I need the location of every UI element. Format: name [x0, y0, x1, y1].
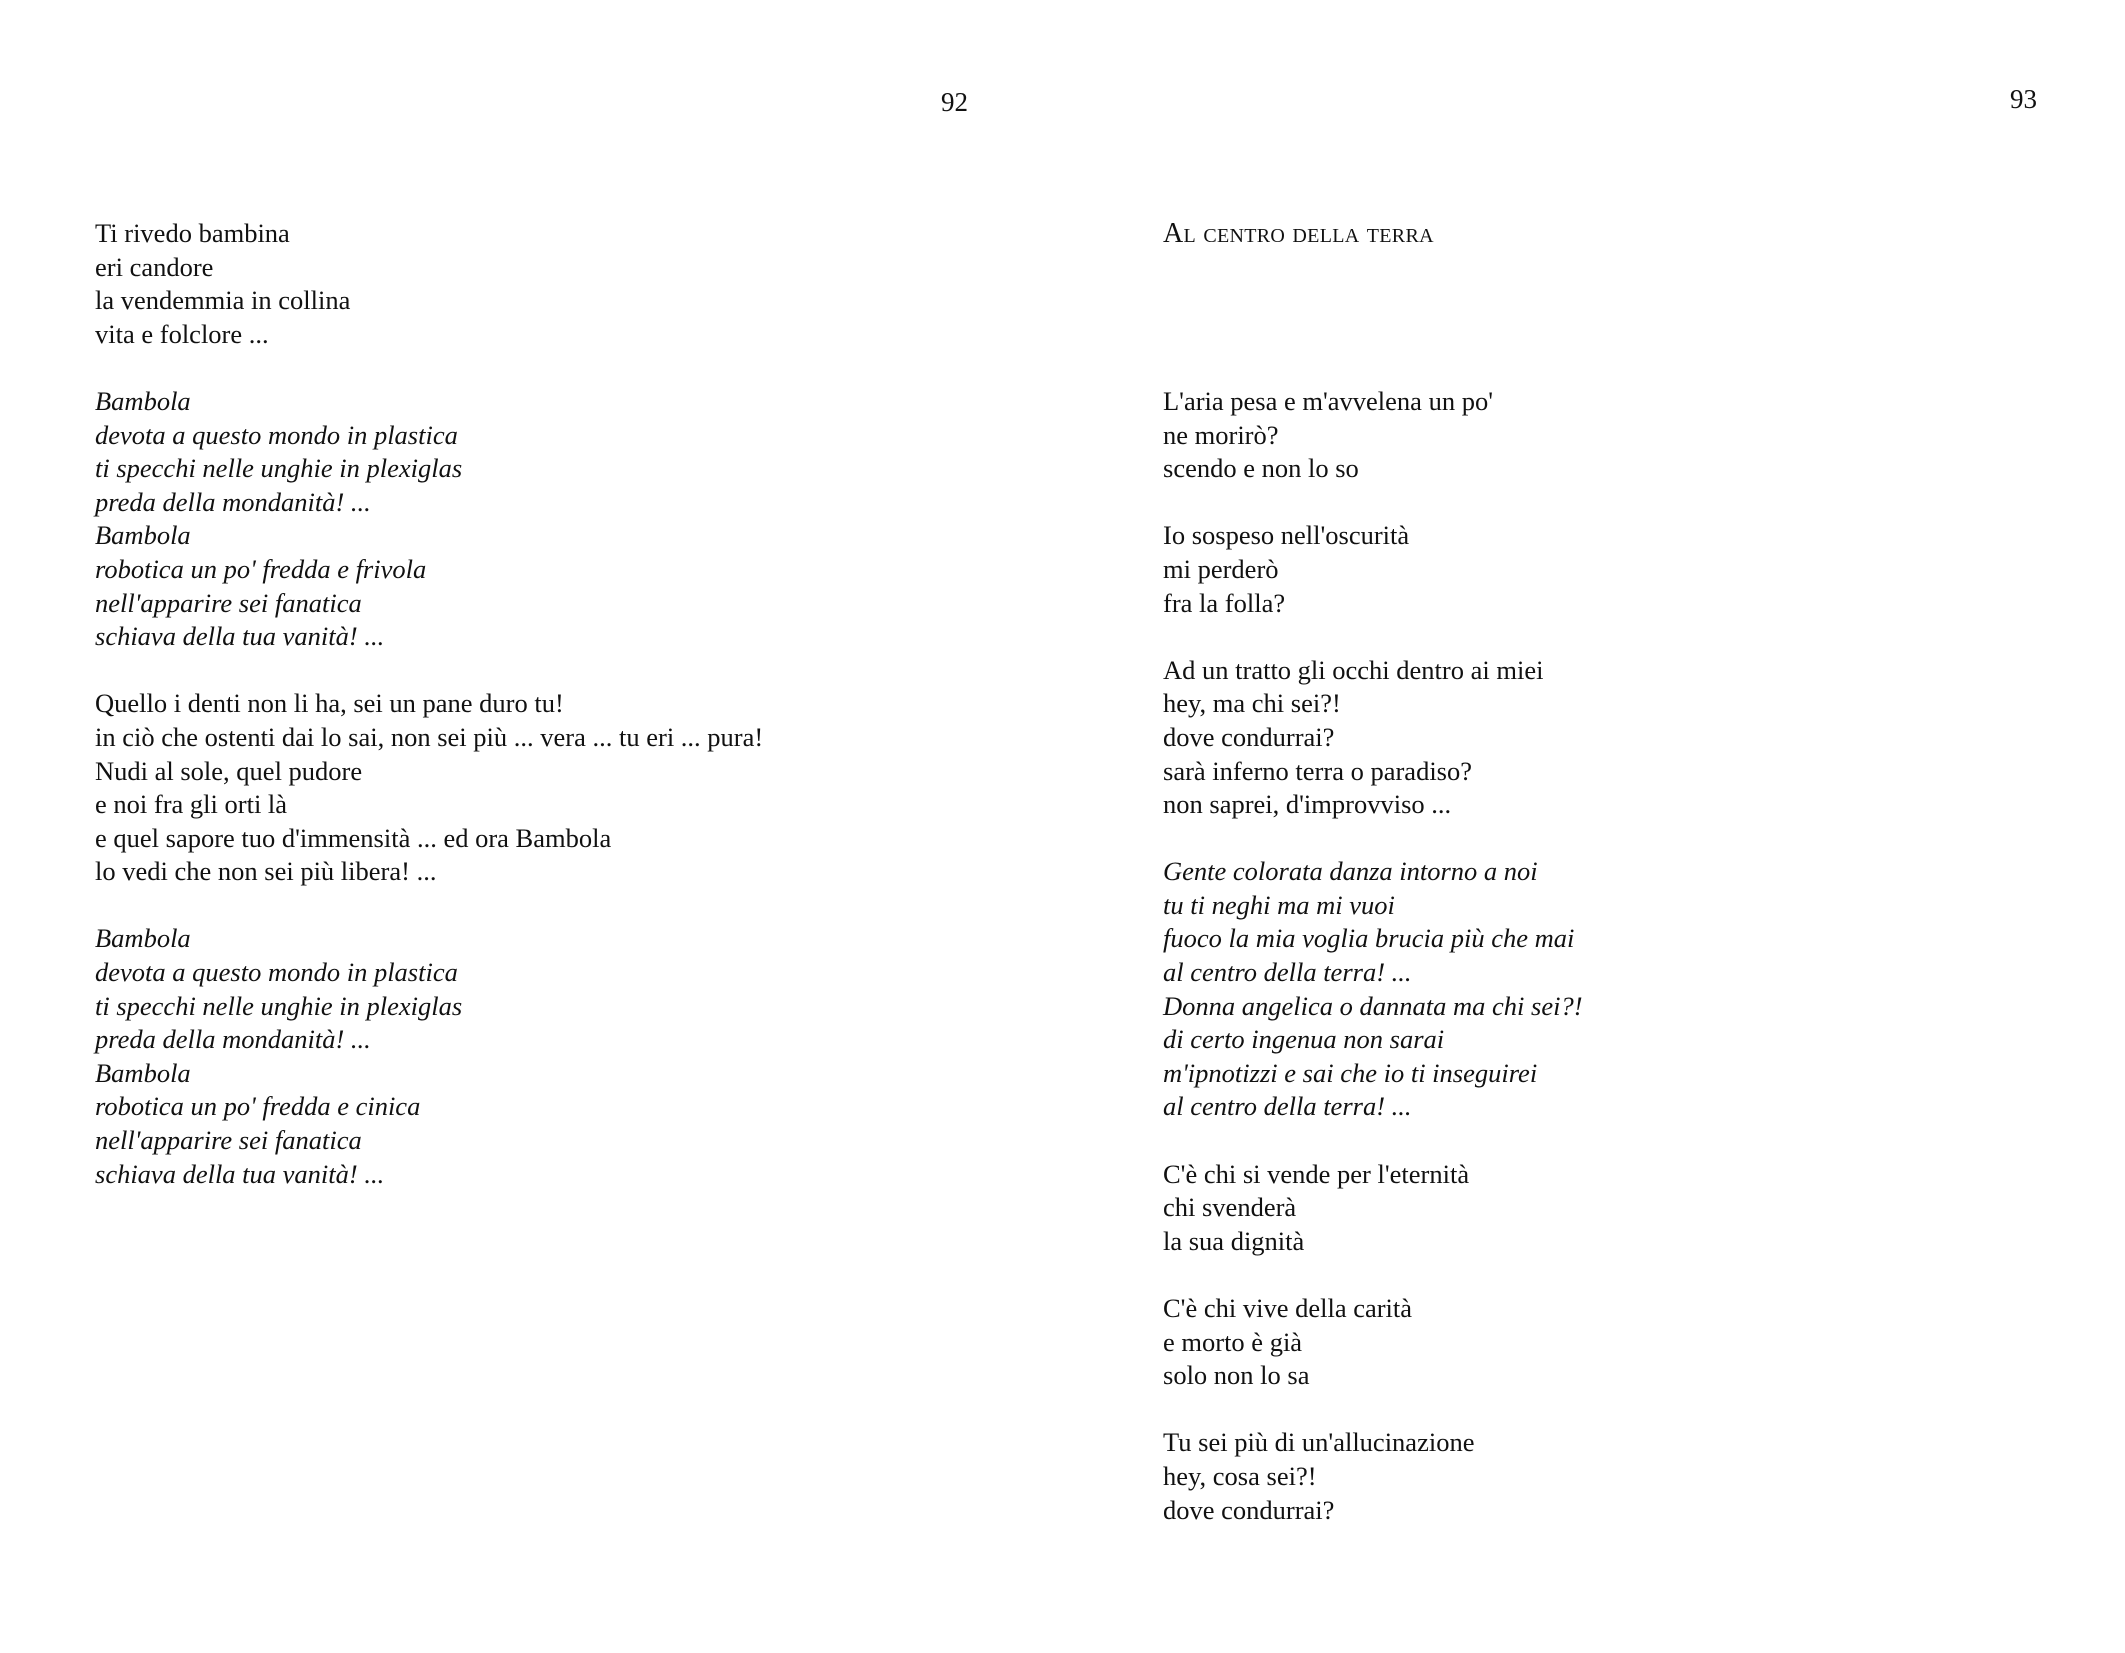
verse-line: vita e folclore ... — [95, 318, 269, 349]
verse-line: chi svenderà — [1163, 1192, 1297, 1223]
verse-line: mi perderò — [1163, 553, 1279, 584]
verse-line: fra la folla? — [1163, 587, 1286, 618]
stanza — [1163, 385, 1583, 486]
verse-line: Nudi al sole, quel pudore — [95, 755, 363, 786]
verse-line: tu ti neghi ma mi vuoi — [1163, 889, 1395, 920]
verse-line: ti specchi nelle unghie in plexiglas — [95, 453, 463, 484]
stanza — [95, 385, 763, 654]
verse-line: nell'apparire sei fanatica — [95, 1125, 362, 1156]
verse-line: robotica un po' fredda e cinica — [95, 1091, 421, 1122]
verse-line: m'ipnotizzi e sai che io ti inseguirei — [1163, 1057, 1538, 1088]
verse-line: hey, ma chi sei?! — [1163, 688, 1341, 719]
stanza — [95, 922, 763, 1191]
page-number: 93 — [2010, 84, 2037, 114]
verse-line: preda della mondanità! ... — [95, 1024, 371, 1055]
stanza — [95, 687, 763, 889]
verse-line: sarà inferno terra o paradiso? — [1163, 755, 1473, 786]
verse-line: preda della mondanità! ... — [95, 486, 371, 517]
verse-line: schiava della tua vanità! ... — [95, 621, 385, 652]
stanza — [1163, 519, 1583, 620]
verse-line: C'è chi si vende per l'eternità — [1163, 1158, 1470, 1189]
verse-line: Ad un tratto gli occhi dentro ai miei — [1163, 654, 1544, 685]
verse-line: ti specchi nelle unghie in plexiglas — [95, 990, 463, 1021]
verse-line: devota a questo mondo in plastica — [95, 419, 458, 450]
stanza — [1163, 654, 1583, 822]
verse-line: la sua dignità — [1163, 1225, 1305, 1256]
verse-line: solo non lo sa — [1163, 1360, 1310, 1391]
verse-line: schiava della tua vanità! ... — [95, 1158, 385, 1189]
verse-line: la vendemmia in collina — [95, 285, 351, 316]
verse-line: C'è chi vive della carità — [1163, 1293, 1413, 1324]
verse-line: Donna angelica o dannata ma chi sei?! — [1163, 990, 1583, 1021]
stanza — [1163, 1426, 1583, 1527]
verse-line: dove condurrai? — [1163, 1494, 1335, 1525]
stanza — [95, 217, 763, 351]
poem-text — [1163, 217, 1583, 1527]
stanza — [1163, 1158, 1583, 1259]
verse-line: Ti rivedo bambina — [95, 218, 290, 248]
poem-title: Al centro della terra — [1163, 218, 1434, 249]
verse-line: e morto è già — [1163, 1326, 1303, 1357]
left-page — [0, 0, 1062, 1653]
verse-line: al centro della terra! ... — [1163, 957, 1412, 988]
verse-line: hey, cosa sei?! — [1163, 1460, 1317, 1491]
stanza — [1163, 1292, 1583, 1393]
verse-line: nell'apparire sei fanatica — [95, 587, 362, 618]
poem-text — [95, 217, 763, 1191]
verse-line: Bambola — [95, 923, 191, 954]
verse-line: di certo ingenua non sarai — [1163, 1024, 1445, 1055]
verse-line: e noi fra gli orti là — [95, 789, 288, 820]
verse-line: eri candore — [95, 251, 214, 282]
page-number: 92 — [941, 87, 968, 117]
verse-line: fuoco la mia voglia brucia più che mai — [1163, 923, 1575, 954]
verse-line: robotica un po' fredda e frivola — [95, 553, 427, 584]
verse-line: ne morirò? — [1163, 419, 1279, 450]
verse-line: al centro della terra! ... — [1163, 1091, 1412, 1122]
verse-line: devota a questo mondo in plastica — [95, 957, 458, 988]
verse-line: Bambola — [95, 520, 191, 551]
right-page — [1062, 0, 2125, 1653]
verse-line: Io sospeso nell'oscurità — [1163, 520, 1410, 551]
verse-line: Bambola — [95, 1057, 191, 1088]
stanza — [1163, 855, 1583, 1124]
verse-line: Bambola — [95, 385, 191, 416]
verse-line: scendo e non lo so — [1163, 453, 1359, 484]
verse-line: L'aria pesa e m'avvelena un po' — [1163, 385, 1493, 416]
verse-line: lo vedi che non sei più libera! ... — [95, 856, 437, 887]
verse-line: non saprei, d'improvviso ... — [1163, 789, 1452, 820]
verse-line: dove condurrai? — [1163, 721, 1335, 752]
verse-line: Tu sei più di un'allucinazione — [1163, 1427, 1475, 1458]
verse-line: Quello i denti non li ha, sei un pane duro tu! — [95, 688, 564, 719]
verse-line: Gente colorata danza intorno a noi — [1163, 856, 1538, 887]
verse-line: in ciò che ostenti dai lo sai, non sei più ... vera ... tu eri ... pura! — [95, 721, 764, 752]
verse-line: e quel sapore tuo d'immensità ... ed ora Bambola — [95, 822, 612, 853]
